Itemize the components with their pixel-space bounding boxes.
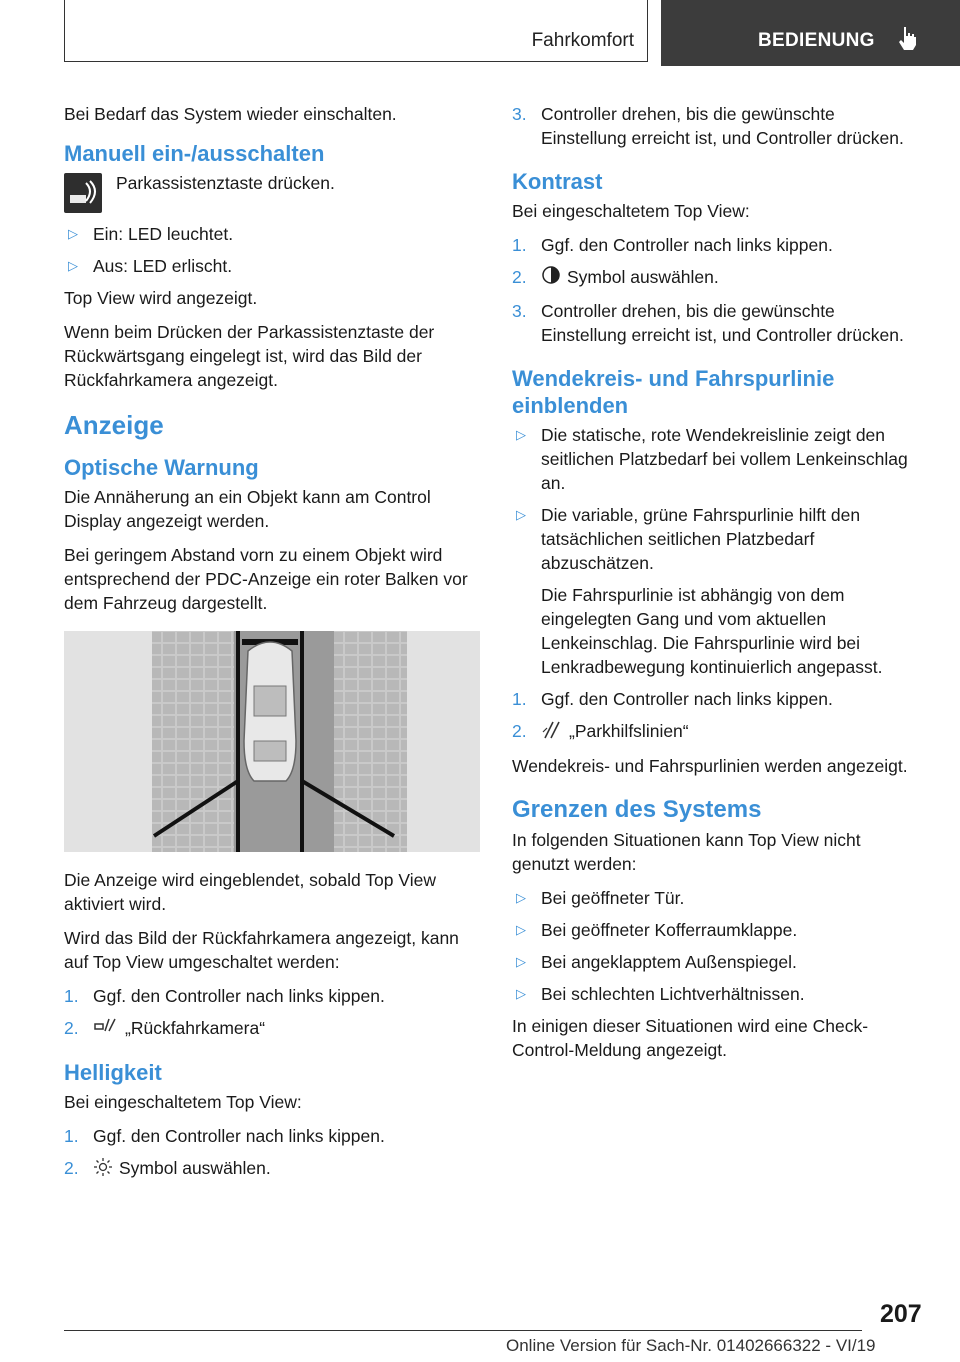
topview-parking-image: [64, 631, 480, 852]
chapter-tab-label: BEDIENUNG: [758, 30, 875, 51]
brightness-icon: [93, 1157, 113, 1183]
rueckfahrkamera-text: Wird das Bild der Rückfahrkamera angezeigt, kann auf Top View umgeschaltet werden:: [64, 928, 459, 972]
heading-manuell: Manuell ein-/ausschalten: [64, 141, 325, 166]
heading-anzeige: Anzeige: [64, 410, 164, 440]
triangle-bullet-icon: ▷: [516, 953, 526, 969]
step-item: 3. Controller drehen, bis die gewünschte Einstellung erreicht ist, und Controller drücken.: [512, 301, 904, 346]
triangle-bullet-icon: ▷: [516, 889, 526, 905]
list-item: ▷ Die statische, rote Wendekreislinie zeigt den seitlichen Platzbedarf bei vollem Lenkeinschlag an.: [516, 425, 908, 494]
section-title: Fahrkomfort: [531, 30, 634, 51]
footer-version-text: Online Version für Sach-Nr. 01402666322 - VI/19: [506, 1336, 876, 1355]
list-item: ▷ Bei geöffneter Kofferraumklappe.: [516, 919, 798, 940]
step-item: 2. „Rückfahrkamera“: [64, 1016, 482, 1041]
check-control-text: In einigen dieser Situationen wird eine Check-Control-Meldung angezeigt.: [512, 1015, 869, 1060]
geringem-abstand-text: Bei geringem Abstand vorn zu einem Objekt wird entsprechend der PDC-Anzeige ein roter Balken vor dem Fahrzeug dargestellt.: [64, 545, 468, 613]
step-item: 3. Controller drehen, bis die gewünschte Einstellung erreicht ist, und Controller drücken.: [512, 104, 904, 148]
step-item: 2. „Parkhilfslinien“: [512, 719, 922, 745]
footer-divider: [64, 1330, 862, 1331]
contrast-icon: [541, 265, 561, 291]
page-header: [0, 0, 960, 66]
step-item: 1. Ggf. den Controller nach links kippen.: [64, 1126, 385, 1147]
step-item: 2. Symbol auswählen.: [64, 1156, 482, 1182]
park-assist-row: [64, 171, 482, 219]
list-item: ▷ Bei schlechten Lichtverhältnissen.: [516, 983, 805, 1004]
led-off-item: ▷ Aus: LED erlischt.: [68, 256, 233, 276]
right-column: [512, 102, 922, 1072]
rear-camera-icon: [93, 1017, 119, 1041]
triangle-bullet-icon: ▷: [516, 921, 526, 937]
list-item: ▷ Die variable, grüne Fahrspurlinie hilft den tatsächlichen seitlichen Platzbedarf abzuschätzen.: [516, 505, 861, 574]
annaeherung-text: Die Annäherung an ein Objekt kann am Control Display angezeigt werden.: [64, 487, 431, 531]
eingeschaltet-text: Bei eingeschaltetem Top View:: [512, 201, 750, 221]
list-item: ▷ Bei angeklapptem Außenspiegel.: [516, 951, 797, 972]
step-item: 2. Symbol auswählen.: [512, 265, 922, 291]
intro-text: Bei Bedarf das System wieder einschalten.: [64, 104, 397, 124]
heading-kontrast: Kontrast: [512, 169, 603, 194]
triangle-bullet-icon: ▷: [516, 507, 526, 523]
triangle-bullet-icon: ▷: [68, 226, 78, 241]
heading-optische-warnung: Optische Warnung: [64, 455, 259, 480]
step-item: 1. Ggf. den Controller nach links kippen.: [512, 235, 833, 255]
triangle-bullet-icon: ▷: [516, 427, 526, 443]
triangle-bullet-icon: ▷: [516, 985, 526, 1001]
chapter-tab: [661, 0, 960, 66]
heading-wendekreis: Wendekreis- und Fahrspurlinie einblenden: [512, 366, 835, 419]
topview-text: Top View wird angezeigt.: [64, 288, 258, 308]
eingeschaltet-text: Bei eingeschaltetem Top View:: [64, 1092, 302, 1113]
step-item: 1. Ggf. den Controller nach links kippen.: [512, 689, 833, 710]
folgenden-situationen-text: In folgenden Situationen kann Top View nicht genutzt werden:: [512, 829, 861, 874]
eingeblendet-text: Die Anzeige wird eingeblendet, sobald Top View aktiviert wird.: [64, 870, 436, 914]
heading-grenzen: Grenzen des Systems: [512, 795, 762, 823]
park-assist-text: Parkassistenztaste drücken.: [116, 173, 335, 193]
hand-pointer-icon: [897, 25, 919, 56]
step-item: 1. Ggf. den Controller nach links kippen.: [64, 986, 385, 1006]
heading-helligkeit: Helligkeit: [64, 1060, 162, 1086]
park-assist-button-icon: [64, 173, 102, 213]
page-number: 207: [880, 1300, 922, 1328]
led-on-item: ▷ Ein: LED leuchtet.: [68, 224, 234, 244]
werden-angezeigt-text: Wendekreis- und Fahrspurlinien werden angezeigt.: [512, 755, 908, 776]
list-item: ▷ Bei geöffneter Tür.: [516, 887, 685, 908]
fahrspurlinie-text: Die Fahrspurlinie ist abhängig von dem eingelegten Gang und vom aktuellen Lenkeinschlag. Die Fahrspurlinie wird bei Lenkradbewegung kontinuierlich angepasst.: [541, 585, 883, 678]
left-column: [64, 102, 482, 1191]
triangle-bullet-icon: ▷: [68, 258, 78, 273]
parking-lines-icon: [541, 720, 563, 746]
rueckwaerts-text: Wenn beim Drücken der Parkassistenztaste der Rückwärtsgang eingelegt ist, wird das Bild der Rückfahrkamera angezeigt.: [64, 322, 435, 390]
